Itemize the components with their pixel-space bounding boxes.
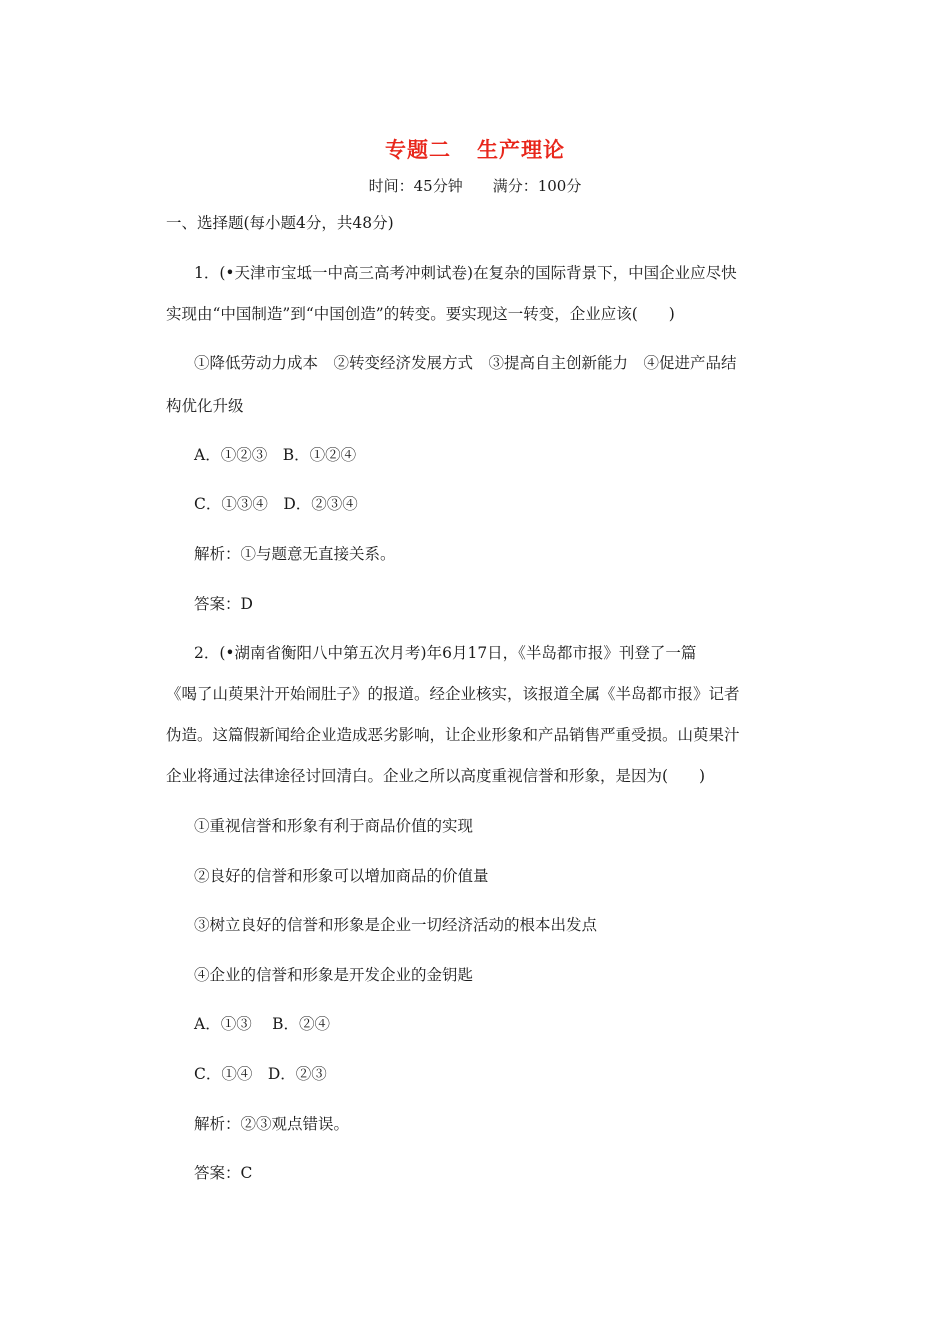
q1-items-line1: ①降低劳动力成本 ②转变经济发展方式 ③提高自主创新能力 ④促进产品结 bbox=[194, 354, 737, 372]
q1-options-cd: C．①③④ D．②③④ bbox=[194, 495, 358, 513]
title-part2: 生产理论 bbox=[477, 137, 565, 162]
q2-item2: ②良好的信誉和形象可以增加商品的价值量 bbox=[194, 867, 489, 885]
q2-stem-line1: 2．(•湖南省衡阳八中第五次月考)年6月17日，《半岛都市报》刊登了一篇 bbox=[194, 644, 697, 662]
q2-item1: ①重视信誉和形象有利于商品价值的实现 bbox=[194, 817, 474, 835]
full-score: 满分：100分 bbox=[492, 177, 582, 195]
exam-meta bbox=[0, 175, 950, 196]
q2-analysis: 解析：②③观点错误。 bbox=[194, 1115, 350, 1133]
q2-options-cd: C．①④ D．②③ bbox=[194, 1065, 327, 1083]
section-heading: 一、选择题(每小题4分，共48分) bbox=[166, 214, 394, 232]
q1-answer: 答案：D bbox=[194, 595, 253, 613]
q2-answer: 答案：C bbox=[194, 1164, 253, 1182]
q1-analysis: 解析：①与题意无直接关系。 bbox=[194, 545, 396, 563]
q2-stem-line3: 伪造。这篇假新闻给企业造成恶劣影响，让企业形象和产品销售严重受损。山萸果汁 bbox=[166, 726, 740, 744]
q1-stem-line1: 1．(•天津市宝坻一中高三高考冲刺试卷)在复杂的国际背景下，中国企业应尽快 bbox=[194, 264, 737, 282]
q2-options-ab: A．①③ B．②④ bbox=[194, 1015, 331, 1033]
document-title bbox=[0, 134, 950, 164]
q1-items-line2: 构优化升级 bbox=[166, 397, 244, 415]
q1-options-ab: A．①②③ B．①②④ bbox=[194, 446, 357, 464]
title-part1: 专题二 bbox=[385, 137, 451, 162]
q2-stem-line4: 企业将通过法律途径讨回清白。企业之所以高度重视信誉和形象，是因为( ) bbox=[166, 767, 706, 785]
q2-stem-line2: 《喝了山萸果汁开始闹肚子》的报道。经企业核实，该报道全属《半岛都市报》记者 bbox=[166, 685, 740, 703]
time-limit: 时间：45分钟 bbox=[368, 177, 463, 195]
q1-stem-line2: 实现由“中国制造”到“中国创造”的转变。要实现这一转变，企业应该( ) bbox=[166, 305, 675, 323]
q2-item3: ③树立良好的信誉和形象是企业一切经济活动的根本出发点 bbox=[194, 916, 598, 934]
q2-item4: ④企业的信誉和形象是开发企业的金钥匙 bbox=[194, 966, 474, 984]
